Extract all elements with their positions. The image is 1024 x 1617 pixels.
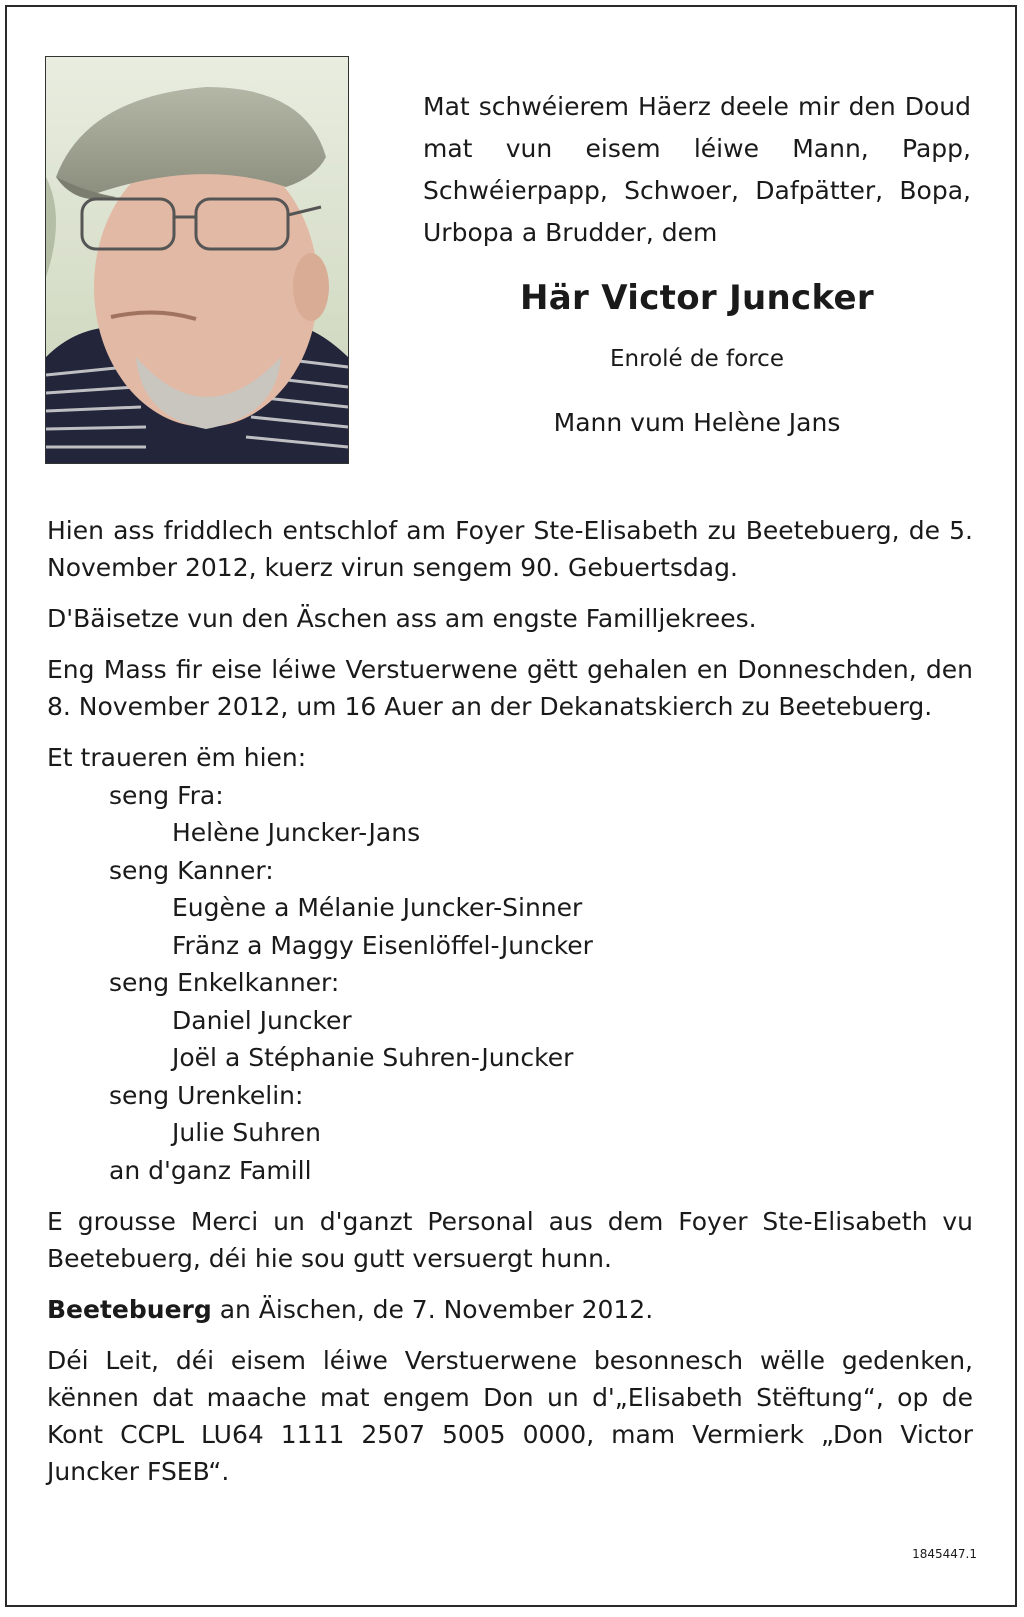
mourner-name: Julie Suhren (172, 1118, 321, 1147)
place-name: Beetebuerg (47, 1295, 212, 1324)
death-paragraph: Hien ass friddlech entschlof am Foyer Ste-Elisabeth zu Beetebuerg, de 5. November 2012, kuerz virun sengem 90. Gebuertsdag. (47, 516, 973, 582)
mourners-heading: Et traueren ëm hien: (47, 743, 307, 772)
relation-label: seng Urenkelin: (109, 1080, 304, 1110)
mourner-name: Helène Juncker-Jans (172, 818, 421, 847)
family-line: an d'ganz Famill (109, 1155, 312, 1185)
notice-body (47, 512, 973, 1504)
reference-number: 1845447.1 (912, 1547, 977, 1561)
relation-label: seng Fra: (109, 780, 224, 810)
date-text: an Äischen, de 7. November 2012. (211, 1295, 654, 1324)
mourner-name: Eugène a Mélanie Juncker-Sinner (172, 893, 583, 922)
spouse-note: Mann vum Helène Jans (553, 408, 841, 437)
donation-paragraph: Déi Leit, déi eisem léiwe Verstuerwene besonnesch wëlle gedenken, kënnen dat maache mat engem Don un d'„Elisabeth Stëftung“, op de Kont CCPL LU64 1111 2507 5005 0000, mam Vermierk „Don Victor Juncker FSEB“. (47, 1346, 973, 1486)
relation-label: seng Kanner: (109, 855, 274, 885)
forced-conscript-note: Enrolé de force (610, 346, 784, 372)
thanks-paragraph: E grousse Merci un d'ganzt Personal aus dem Foyer Ste-Elisabeth vu Beetebuerg, déi hie sou gutt versuergt hunn. (47, 1207, 973, 1273)
relation-label: seng Enkelkanner: (109, 968, 340, 997)
mourners-list (47, 739, 973, 1189)
place-date-line (47, 1291, 973, 1328)
burial-paragraph: D'Bäisetze vun den Äschen ass am engste Familljekrees. (47, 604, 757, 633)
deceased-name: Här Victor Juncker (520, 278, 874, 318)
mourner-name: Fränz a Maggy Eisenlöffel-Juncker (172, 930, 593, 960)
mourner-name: Daniel Juncker (172, 1005, 352, 1035)
intro-text: Mat schwéierem Häerz deele mir den Doud mat vun eisem léiwe Mann, Papp, Schwéierpapp, Schwoer, Dafpätter, Bopa, Urbopa a Brudder, dem (423, 92, 971, 247)
mass-paragraph: Eng Mass fir eise léiwe Verstuerwene gëtt gehalen en Donneschden, den 8. November 2012, um 16 Auer an der Dekanatskierch zu Beetebuerg. (47, 655, 973, 721)
mourner-name: Joël a Stéphanie Suhren-Juncker (172, 1043, 574, 1072)
portrait-photo (45, 56, 349, 464)
